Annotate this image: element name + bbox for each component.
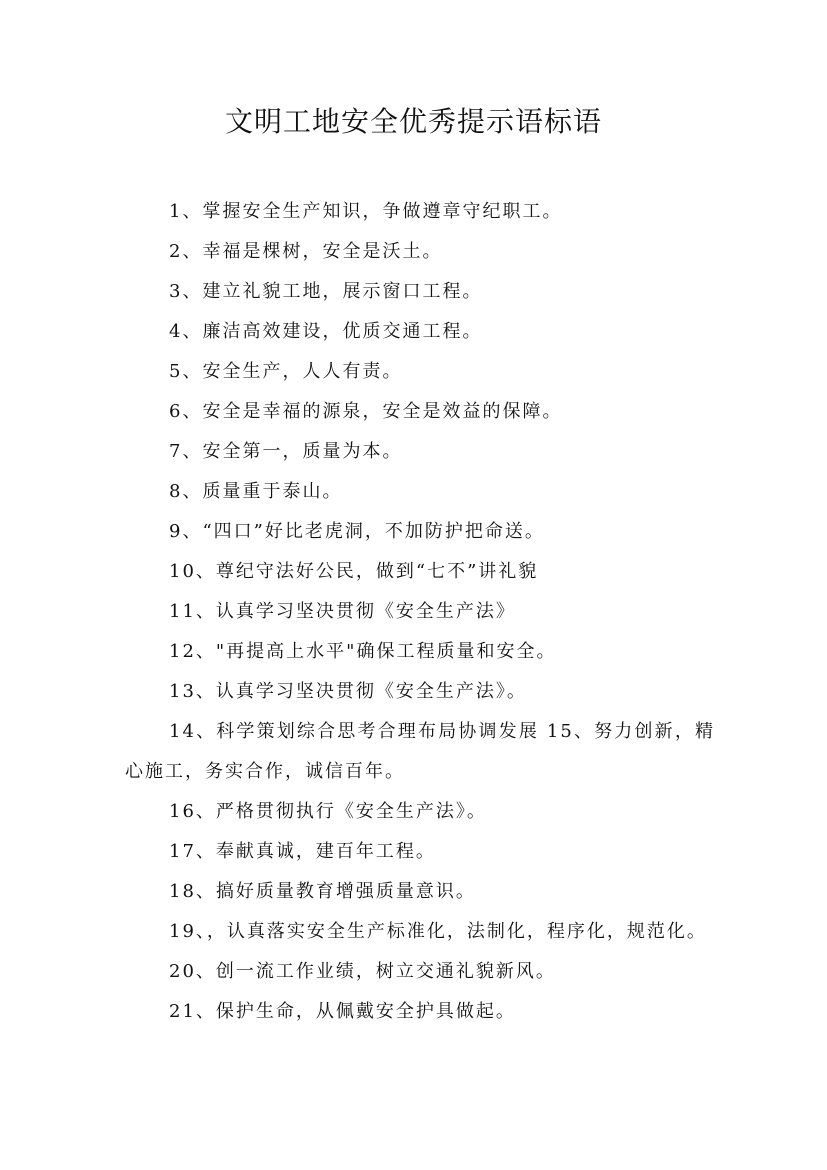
slogan-list (125, 192, 715, 1032)
slogan-item: 11、认真学习坚决贯彻《安全生产法》 (169, 601, 516, 622)
slogan-item: 1、掌握安全生产知识，争做遵章守纪职工。 (169, 201, 563, 222)
slogan-item: 8、质量重于泰山。 (169, 481, 343, 502)
slogan-item: 18、搞好质量教育增强质量意识。 (169, 881, 476, 902)
slogan-item: 20、创一流工作业绩，树立交通礼貌新风。 (169, 961, 556, 982)
slogan-item: 9、“四口”好比老虎洞，不加防护把命送。 (169, 521, 545, 542)
slogan-item: 13、认真学习坚决贯彻《安全生产法》。 (169, 681, 527, 702)
slogan-item: 10、尊纪守法好公民，做到“七不”讲礼貌 (169, 561, 539, 582)
slogan-item: 21、保护生命，从佩戴安全护具做起。 (169, 1001, 516, 1022)
slogan-item: 4、廉洁高效建设，优质交通工程。 (169, 321, 483, 342)
slogan-item: 19、，认真落实安全生产标准化，法制化，程序化，规范化。 (169, 921, 707, 942)
slogan-item: 3、建立礼貌工地，展示窗口工程。 (169, 281, 483, 302)
slogan-item: 12、"再提高上水平"确保工程质量和安全。 (169, 641, 557, 662)
slogan-item: 6、安全是幸福的源泉，安全是效益的保障。 (169, 401, 563, 422)
slogan-item: 5、安全生产，人人有责。 (169, 361, 403, 382)
slogan-item: 2、幸福是棵树，安全是沃土。 (169, 241, 443, 262)
document-title: 文明工地安全优秀提示语标语 (224, 105, 602, 138)
slogan-item: 17、奉献真诚，建百年工程。 (169, 841, 436, 862)
slogan-item: 7、安全第一，质量为本。 (169, 441, 403, 462)
slogan-item: 16、严格贯彻执行《安全生产法》。 (169, 801, 487, 822)
slogan-item: 14、科学策划综合思考合理布局协调发展 15、努力创新，精心施工，务实合作，诚信百年。 (125, 721, 715, 782)
